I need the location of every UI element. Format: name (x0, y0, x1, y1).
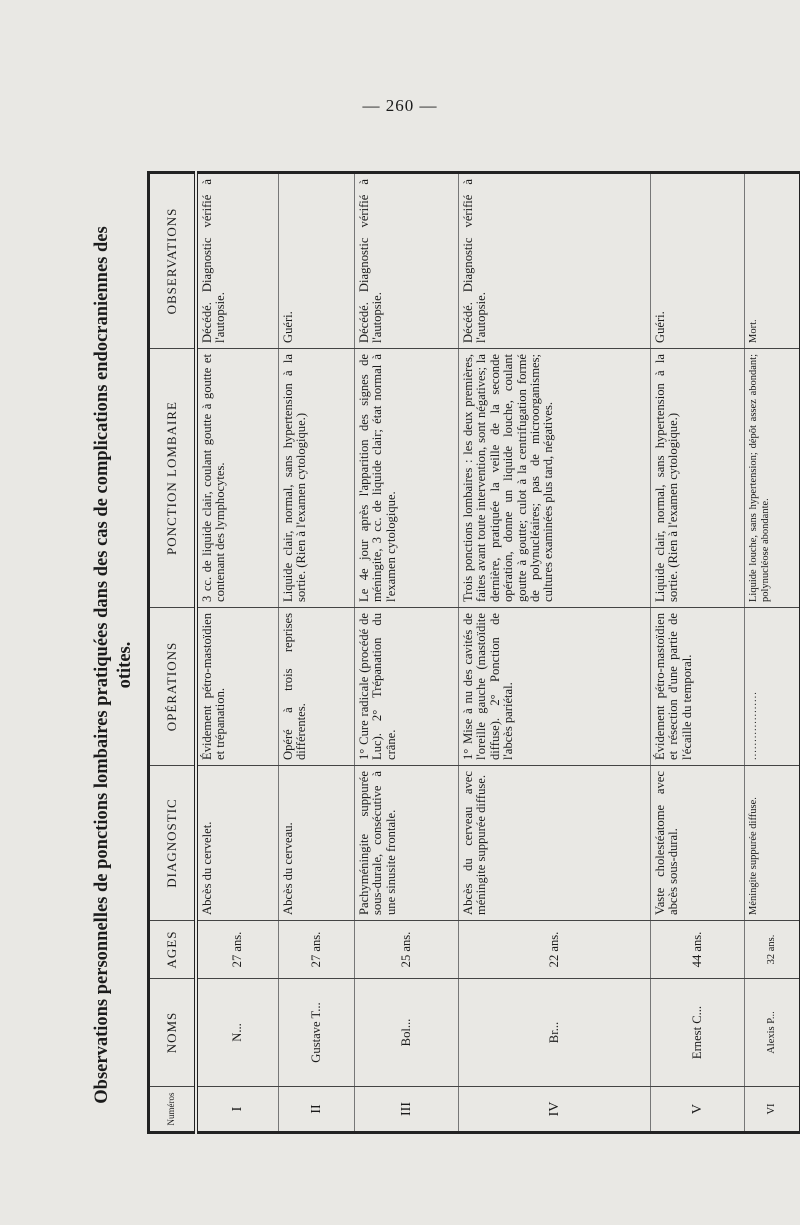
cell-numero: VI (745, 1087, 800, 1133)
cell-observations: Mort. (745, 173, 800, 349)
cell-operations: Évidement pétro-mastoïdien et résection d'une partie de l'écaille du temporal. (651, 608, 745, 766)
col-header-operations: OPÉRATIONS (149, 608, 197, 766)
table-row (279, 173, 355, 1133)
cell-nom: Bol... (355, 979, 459, 1087)
cell-age: 22 ans. (459, 921, 651, 979)
col-header-numeros: Numéros (149, 1087, 197, 1133)
col-header-ages: AGES (149, 921, 197, 979)
cell-diagnostic: Vaste cholestéatome avec abcès sous-dural. (651, 766, 745, 921)
cell-numero: V (651, 1087, 745, 1133)
table-row (355, 173, 459, 1133)
cell-observations: Guéri. (279, 173, 355, 349)
observations-table (147, 171, 800, 1134)
cell-ponction: Liquide clair, normal, sans hypertension à la sortie. (Rien à l'examen cytologique.) (279, 349, 355, 608)
cell-ponction: Le 4e jour après l'apparition des signes de méningite, 3 cc. de liquide clair; état normal à l'examen cytologique. (355, 349, 459, 608)
cell-diagnostic: Abcès du cervelet. (196, 766, 279, 921)
cell-nom: Gustave T... (279, 979, 355, 1087)
cell-age: 25 ans. (355, 921, 459, 979)
cell-operations: ................... (745, 608, 800, 766)
cell-ponction: 3 cc. de liquide clair, coulant goutte à goutte et contenant des lymphocytes. (196, 349, 279, 608)
cell-age: 32 ans. (745, 921, 800, 979)
cell-nom: Ernest C... (651, 979, 745, 1087)
cell-age: 27 ans. (279, 921, 355, 979)
cell-numero: II (279, 1087, 355, 1133)
cell-operations: 1° Cure radicale (procédé de Luc). 2° Trépanation du crâne. (355, 608, 459, 766)
table-row (196, 173, 279, 1133)
col-header-observations: OBSERVATIONS (149, 173, 197, 349)
cell-nom: N... (196, 979, 279, 1087)
cell-diagnostic: Abcès du cerveau. (279, 766, 355, 921)
cell-operations: Évidement pétro-mastoïdien et trépanation. (196, 608, 279, 766)
cell-ponction: Liquide clair, normal, sans hypertension à la sortie. (Rien à l'examen cytologique.) (651, 349, 745, 608)
cell-age: 27 ans. (196, 921, 279, 979)
cell-observations: Décédé. Diagnostic vérifié à l'autopsie. (196, 173, 279, 349)
cell-observations: Guéri. (651, 173, 745, 349)
cell-operations: 1° Mise à nu des cavités de l'oreille gauche (mastoïdite diffuse). 2° Ponction de l'abcès pariétal. (459, 608, 651, 766)
cell-numero: III (355, 1087, 459, 1133)
cell-nom: Br... (459, 979, 651, 1087)
cell-age: 44 ans. (651, 921, 745, 979)
table-header-row (149, 173, 197, 1133)
table-row (459, 173, 651, 1133)
cell-diagnostic: Pachyméningite suppurée sous-durale, consécutive à une sinusite frontale. (355, 766, 459, 921)
cell-observations: Décédé. Diagnostic vérifié à l'autopsie. (355, 173, 459, 349)
table-row (651, 173, 745, 1133)
cell-diagnostic: Méningite suppurée diffuse. (745, 766, 800, 921)
cell-ponction: Trois ponctions lombaires : les deux premières, faites avant toute intervention, sont négatives; la dernière, pratiquée la veille de la seconde opération, donne un liquide louche, coulant goutte à goutte; culot à la centrifugation formé de polynucléaires; pas de microorganismes; cultures examinées plus tard, négatives. (459, 349, 651, 608)
col-header-diagnostic: DIAGNOSTIC (149, 766, 197, 921)
cell-observations: Décédé. Diagnostic vérifié à l'autopsie. (459, 173, 651, 349)
cell-operations: Opéré à trois reprises différentes. (279, 608, 355, 766)
cell-numero: I (196, 1087, 279, 1133)
cell-ponction: Liquide louche, sans hypertension; dépôt assez abondant; polynucléose abondante. (745, 349, 800, 608)
page-number: — 260 — (362, 96, 438, 115)
table-row (745, 173, 800, 1133)
cell-nom: Alexis P... (745, 979, 800, 1087)
cell-numero: IV (459, 1087, 651, 1133)
cell-diagnostic: Abcès du cerveau avec méningite suppurée diffuse. (459, 766, 651, 921)
col-header-ponction: PONCTION LOMBAIRE (149, 349, 197, 608)
table-title: Observations personnelles de ponctions lombaires pratiquées dans des cas de complications endocraniennes des otites. (92, 226, 135, 1104)
rotated-table-block (87, 174, 792, 1134)
col-header-noms: NOMS (149, 979, 197, 1087)
